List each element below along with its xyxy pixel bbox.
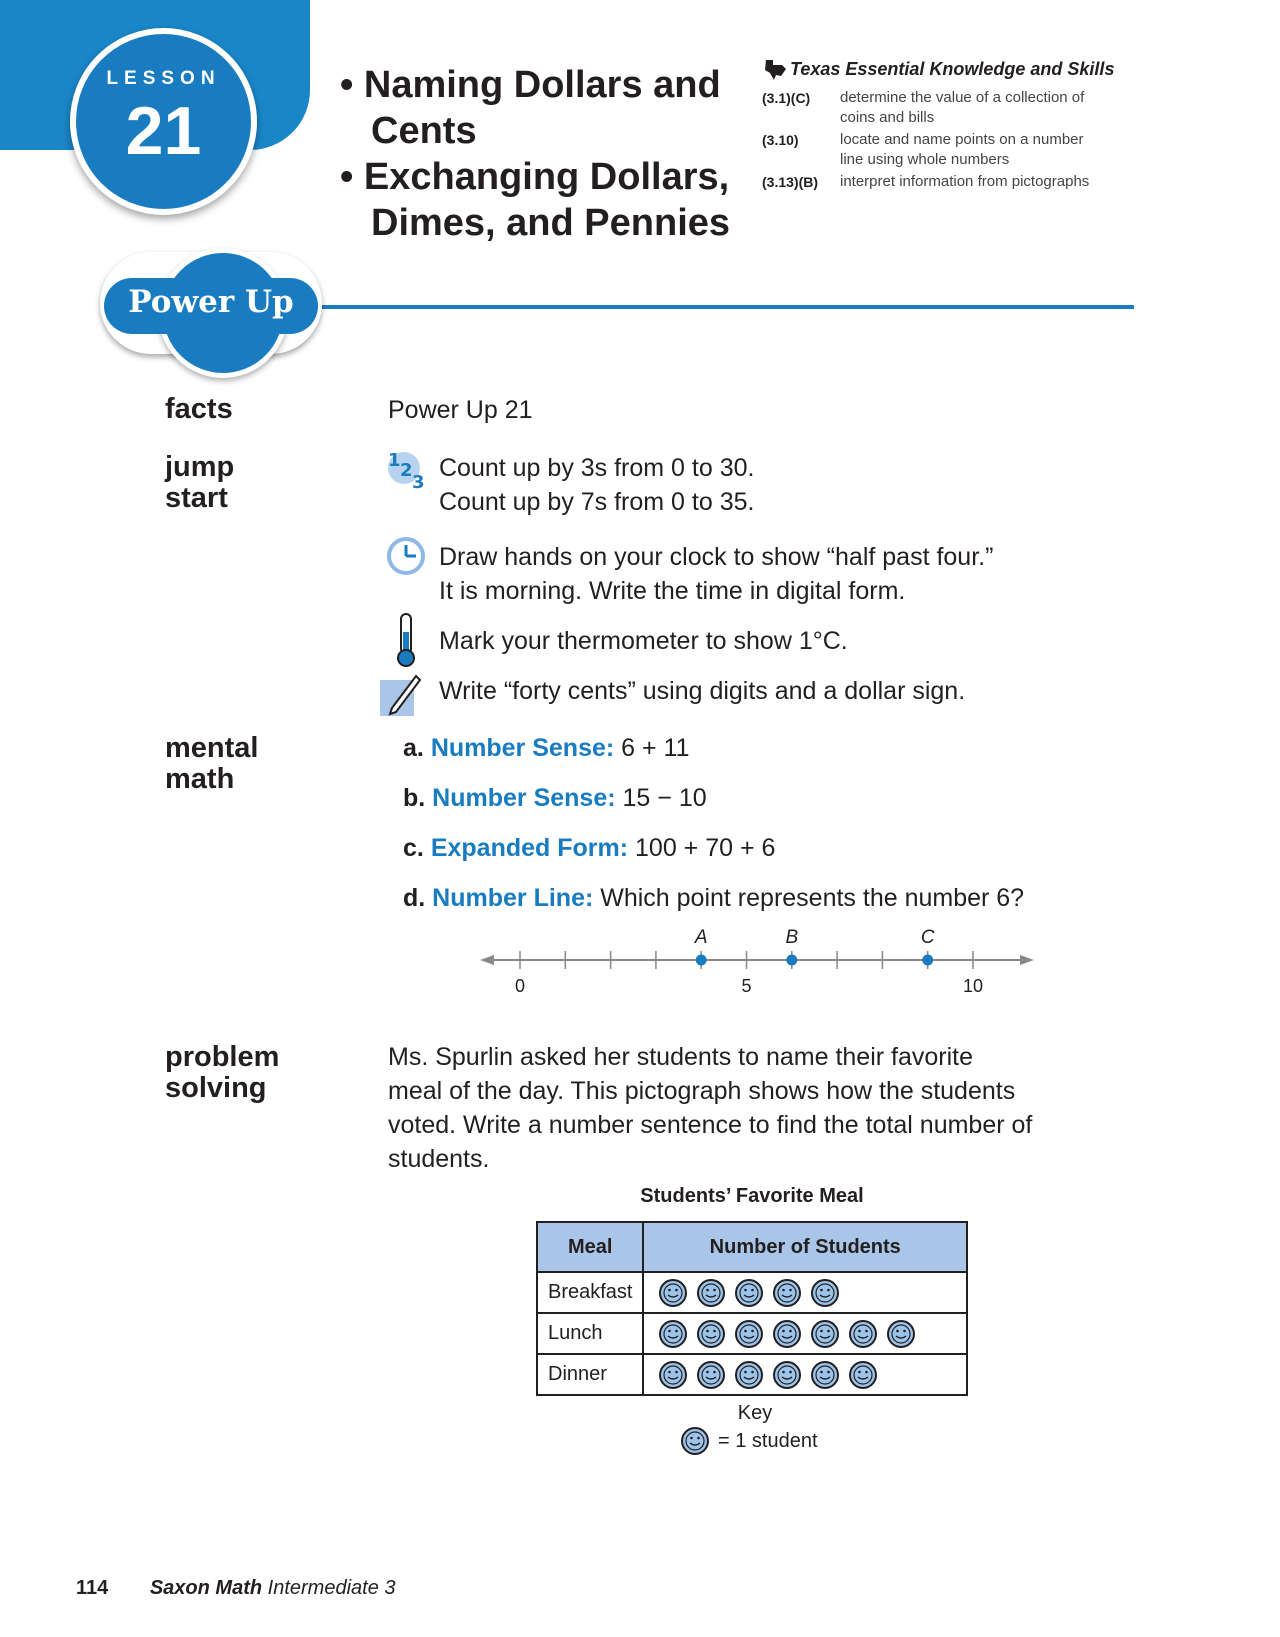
teks-desc: determine the value of a collection of — [840, 89, 1085, 106]
svg-text:3: 3 — [412, 472, 425, 492]
smiley-icon — [810, 1278, 840, 1308]
pencil-icon — [378, 670, 422, 718]
pictograph-header-row — [537, 1222, 967, 1272]
jump-start-item-3: Mark your thermometer to show 1°C. — [439, 627, 848, 655]
title-line-3: Exchanging Dollars, — [363, 156, 730, 198]
table-row — [537, 1354, 967, 1395]
jump-start-item-1 — [439, 451, 754, 519]
problem-solving-label — [165, 1042, 279, 1104]
item-category: Expanded Form: — [430, 834, 629, 862]
smiley-icon — [848, 1319, 878, 1349]
item-letter: d. — [403, 884, 426, 912]
col-count-header: Number of Students — [643, 1222, 967, 1272]
meal-cell: Breakfast — [537, 1272, 643, 1313]
jump-start-label-line1: jump — [165, 451, 235, 483]
smiley-icon — [810, 1319, 840, 1349]
jump-start-item-1-line2: Count up by 7s from 0 to 35. — [439, 488, 755, 516]
table-row — [537, 1272, 967, 1313]
teks-code: (3.13)(B) — [762, 174, 819, 190]
number-line-point — [696, 955, 707, 966]
jump-start-item-1-line1: Count up by 3s from 0 to 30. — [439, 454, 755, 482]
teks-code: (3.10) — [762, 132, 799, 148]
item-text: 100 + 70 + 6 — [635, 834, 776, 862]
item-text: Which point represents the number 6? — [600, 884, 1025, 912]
problem-solving-label-line1: problem — [165, 1041, 280, 1073]
pictograph-title: Students’ Favorite Meal — [640, 1185, 864, 1207]
item-text: 15 − 10 — [622, 784, 707, 812]
teks-desc: locate and name points on a number — [840, 131, 1084, 148]
power-up-label: Power Up — [128, 284, 294, 320]
mental-math-item-a — [403, 731, 690, 765]
teks-heading: Texas Essential Knowledge and Skills — [790, 59, 1115, 79]
smiley-icon — [658, 1319, 688, 1349]
smiley-icon — [696, 1278, 726, 1308]
item-category: Number Sense: — [432, 784, 616, 812]
key-title: Key — [737, 1402, 773, 1424]
bullet-icon: • — [340, 156, 354, 198]
smiley-icon — [658, 1360, 688, 1390]
problem-line: students. — [388, 1145, 490, 1173]
number-line-tick-label: 0 — [514, 976, 526, 996]
clock-icon — [386, 536, 426, 576]
title-line-4: Dimes, and Pennies — [371, 202, 731, 244]
smiley-icon — [848, 1360, 878, 1390]
problem-line: meal of the day. This pictograph shows how the students — [388, 1077, 1016, 1105]
facts-label: facts — [165, 393, 233, 425]
number-line-point-label: C — [920, 927, 935, 948]
item-text: 6 + 11 — [621, 734, 690, 762]
mental-math-item-b — [403, 781, 707, 815]
lesson-word: LESSON — [106, 68, 221, 89]
key-text: = 1 student — [718, 1429, 818, 1452]
problem-text — [388, 1040, 1128, 1176]
jump-start-item-2-line1: Draw hands on your clock to show “half past four.” — [439, 543, 994, 571]
count-cell — [643, 1272, 967, 1313]
number-line-point-label: A — [694, 927, 708, 948]
teks-desc: line using whole numbers — [840, 151, 1010, 168]
book-title-rest: Intermediate 3 — [267, 1577, 396, 1599]
number-line-point — [922, 955, 933, 966]
smiley-icon — [772, 1319, 802, 1349]
key — [676, 1426, 818, 1456]
jump-start-item-4: Write “forty cents” using digits and a dollar sign. — [439, 677, 966, 705]
smiley-icon — [734, 1319, 764, 1349]
texas-star-icon — [762, 56, 788, 82]
bullet-icon: • — [340, 64, 354, 106]
count-cell — [643, 1354, 967, 1395]
table-row — [537, 1313, 967, 1354]
page-number: 114 — [76, 1577, 109, 1599]
smiley-icon — [676, 1426, 714, 1456]
jump-start-label-line2: start — [165, 482, 228, 514]
number-line-right-arrow — [1020, 955, 1034, 965]
meal-cell: Dinner — [537, 1354, 643, 1395]
footer — [76, 1577, 396, 1600]
section-rule — [322, 305, 1134, 309]
thermometer-icon — [392, 612, 420, 668]
pictograph-table — [536, 1221, 968, 1396]
mental-math-item-d — [403, 881, 1024, 915]
problem-solving-label-line2: solving — [165, 1072, 267, 1104]
lesson-number: 21 — [125, 93, 202, 169]
smiley-icon — [772, 1360, 802, 1390]
smiley-icon — [680, 1426, 710, 1456]
lesson-titles — [340, 62, 730, 246]
item-category: Number Sense: — [430, 734, 615, 762]
smiley-icon — [772, 1278, 802, 1308]
problem-line: Ms. Spurlin asked her students to name their favorite — [388, 1043, 974, 1071]
problem-line: voted. Write a number sentence to find the total number of — [388, 1111, 1033, 1139]
number-line-point-label: B — [785, 927, 799, 948]
title-line-2: Cents — [371, 110, 477, 152]
jump-start-label — [165, 452, 234, 514]
number-line — [480, 920, 1040, 1000]
counting-icon — [384, 444, 428, 492]
mental-math-item-c — [403, 831, 775, 865]
jump-start-item-2-line2: It is morning. Write the time in digital form. — [439, 577, 906, 605]
col-meal-header: Meal — [537, 1222, 643, 1272]
facts-text: Power Up 21 — [388, 396, 533, 424]
title-line-1: Naming Dollars and — [363, 64, 721, 106]
count-cell — [643, 1313, 967, 1354]
meal-cell: Lunch — [537, 1313, 643, 1354]
number-line-tick-label: 10 — [962, 976, 984, 996]
jump-start-item-2 — [439, 540, 993, 608]
book-title-bold: Saxon Math — [149, 1577, 263, 1599]
smiley-icon — [886, 1319, 916, 1349]
number-line-tick-label: 5 — [741, 976, 752, 996]
item-letter: c. — [403, 834, 424, 862]
number-line-point — [786, 955, 797, 966]
svg-text:2: 2 — [400, 460, 413, 481]
smiley-icon — [734, 1360, 764, 1390]
item-letter: a. — [403, 734, 424, 762]
teks-desc: coins and bills — [840, 109, 935, 126]
teks-list — [762, 90, 1142, 198]
smiley-icon — [658, 1278, 688, 1308]
mental-math-label-line2: math — [165, 763, 235, 795]
smiley-icon — [810, 1360, 840, 1390]
mental-math-label-line1: mental — [165, 732, 259, 764]
smiley-icon — [734, 1278, 764, 1308]
item-letter: b. — [403, 784, 426, 812]
smiley-icon — [696, 1360, 726, 1390]
smiley-icon — [696, 1319, 726, 1349]
teks-desc: interpret information from pictographs — [840, 173, 1090, 190]
mental-math-label — [165, 733, 258, 795]
item-category: Number Line: — [432, 884, 594, 912]
svg-text:1: 1 — [388, 450, 401, 471]
number-line-left-arrow — [480, 955, 494, 965]
teks-code: (3.1)(C) — [762, 90, 811, 106]
